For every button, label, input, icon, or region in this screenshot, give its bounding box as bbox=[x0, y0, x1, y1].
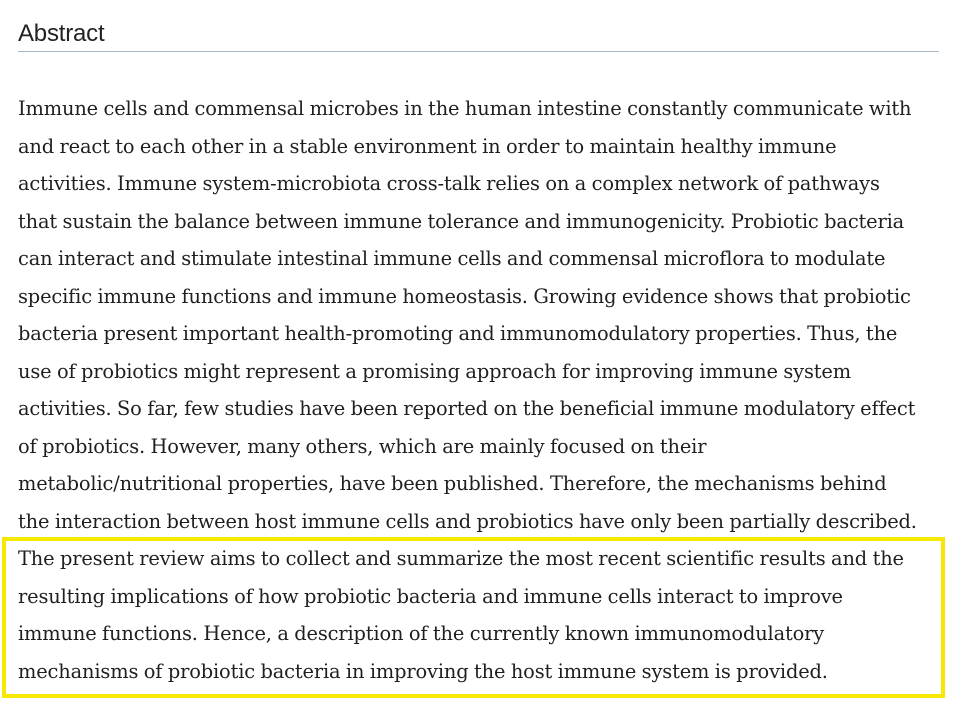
abstract-line: Immune cells and commensal microbes in the human intestine constantly communicate with bbox=[18, 97, 912, 120]
abstract-line-highlighted: mechanisms of probiotic bacteria in improving the host immune system is provided. bbox=[18, 659, 828, 683]
abstract-line: activities. So far, few studies have been reported on the beneficial immune modulatory effect bbox=[18, 397, 916, 420]
abstract-heading: Abstract bbox=[18, 20, 105, 47]
abstract-line-highlighted: immune functions. Hence, a description of the currently known immunomodulatory bbox=[18, 622, 825, 645]
abstract-line-highlighted: The present review aims to collect and summarize the most recent scientific results and the bbox=[18, 547, 904, 570]
abstract-line: the interaction between host immune cells and probiotics have only been partially described. bbox=[18, 509, 917, 533]
abstract-line-highlighted: resulting implications of how probiotic bacteria and immune cells interact to improve bbox=[18, 584, 843, 608]
abstract-line: specific immune functions and immune homeostasis. Growing evidence shows that probiotic bbox=[18, 284, 911, 308]
abstract-paragraph bbox=[18, 90, 948, 690]
abstract-line: bacteria present important health-promoting and immunomodulatory properties. Thus, the bbox=[18, 322, 898, 345]
abstract-line: metabolic/nutritional properties, have been published. Therefore, the mechanisms behind bbox=[18, 472, 887, 495]
abstract-line: of probiotics. However, many others, which are mainly focused on their bbox=[18, 434, 707, 458]
abstract-line: activities. Immune system-microbiota cross-talk relies on a complex network of pathways bbox=[18, 172, 880, 195]
abstract-heading-container bbox=[18, 18, 939, 52]
abstract-line: can interact and stimulate intestinal immune cells and commensal microflora to modulate bbox=[18, 247, 886, 270]
abstract-line: and react to each other in a stable environment in order to maintain healthy immune bbox=[18, 134, 837, 158]
abstract-line: use of probiotics might represent a promising approach for improving immune system bbox=[18, 359, 851, 383]
abstract-line: that sustain the balance between immune tolerance and immunogenicity. Probiotic bacteria bbox=[18, 209, 905, 233]
